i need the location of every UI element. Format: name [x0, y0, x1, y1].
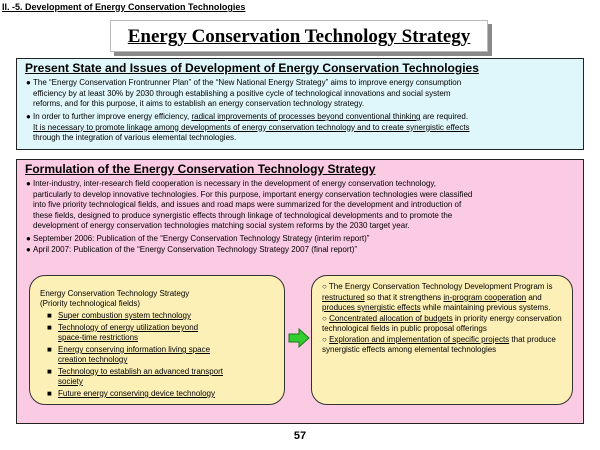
- field-item-5: ■ Future energy conserving device technology: [47, 389, 215, 398]
- text-line: reforms, and for this purpose, it aims to establish an energy conservation technology strategy.: [33, 99, 365, 109]
- text-span: are required.: [420, 112, 469, 121]
- formulation-bullet-3: [26, 245, 581, 256]
- right-arrow-icon: [288, 328, 310, 348]
- strategy-fields-box: [29, 275, 285, 405]
- present-bullet-1: [26, 78, 581, 110]
- text-line: Inter-industry, inter-research field cooperation is necessary in the development of energy conservation technology,: [33, 179, 437, 188]
- program-box: [311, 275, 573, 405]
- present-state-box: [16, 58, 584, 150]
- text-line: particularly to develop innovative technologies. For this purpose, important energy conservation technologies were classified: [33, 189, 473, 199]
- formulation-bullet-1: [26, 179, 581, 232]
- text-span: In order to further improve energy efficiency,: [33, 112, 192, 121]
- page-number: 57: [293, 430, 307, 442]
- section-label: II. -5. Development of Energy Conservation Technologies: [2, 2, 246, 12]
- square-bullet-icon: ■: [47, 323, 52, 332]
- square-bullet-icon: ■: [47, 311, 52, 320]
- program-text: [322, 282, 568, 356]
- square-bullet-icon: ■: [47, 345, 52, 354]
- text-line: these fields, designed to produce synergistic effects through linkage of technological developments and to promote the: [33, 210, 453, 220]
- square-bullet-icon: ■: [47, 367, 52, 376]
- text-line: April 2007: Publication of the “Energy Conservation Technology Strategy 2007 (final report)”: [33, 245, 358, 254]
- text-line: efficiency by at least 30% by 2030 through establishing a positive cycle of technological innovations and social system: [33, 88, 451, 98]
- field-item-2: ■ Technology of energy utilization beyond space-time restrictions: [47, 323, 199, 342]
- strategy-box-subtitle: (Priority technological fields): [40, 299, 141, 308]
- field-item-4: ■ Technology to establish an advanced transport society: [47, 367, 223, 386]
- strategy-box-title: Energy Conservation Technology Strategy: [40, 289, 190, 298]
- underlined-text: It is necessary to promote linkage among developments of energy conservation technology and to create synergistic effects: [33, 122, 470, 132]
- circle-bullet-icon: ○: [322, 282, 327, 291]
- formulation-bullet-2: [26, 234, 581, 245]
- bullet-icon: ●: [26, 179, 31, 188]
- page-title: Energy Conservation Technology Strategy: [127, 26, 471, 47]
- circle-bullet-icon: ○: [322, 334, 327, 344]
- square-bullet-icon: ■: [47, 389, 52, 398]
- field-item-1: ■ Super combustion system technology: [47, 311, 191, 320]
- formulation-box: [16, 159, 584, 424]
- bullet-icon: ●: [26, 78, 31, 87]
- program-point-2: ○ Concentrated allocation of budgets in priority energy conservation technological fields in public proposal offerings: [322, 313, 562, 333]
- formulation-heading: Formulation of the Energy Conservation Technology Strategy: [25, 162, 376, 176]
- present-state-heading: Present State and Issues of Development of Energy Conservation Technologies: [25, 61, 479, 75]
- circle-bullet-icon: ○: [322, 313, 327, 323]
- text-line: development of energy conservation technologies matching social system reforms by the 2030 target year.: [33, 221, 410, 231]
- underlined-text: radical improvements of processes beyond conventional thinking: [191, 112, 421, 121]
- text-line: into five priority technological fields, and issues and road maps were summarized for the development and introduction of: [33, 200, 462, 210]
- program-point-1: ○ The Energy Conservation Technology Development Program is restructured so that it strengthens in-program cooperation and produces synergistic effects while maintaining previous systems.: [322, 282, 553, 312]
- bullet-icon: ●: [26, 234, 31, 243]
- bullet-icon: ●: [26, 112, 31, 121]
- bullet-icon: ●: [26, 245, 31, 254]
- title-box: [110, 20, 488, 52]
- text-line: The “Energy Conservation Frontrunner Plan” of the “New National Energy Strategy” aims to improve energy consumption: [33, 78, 462, 87]
- field-item-3: ■ Energy conserving information living space creation technology: [47, 345, 211, 364]
- text-line: through the integration of various elemental technologies.: [33, 133, 237, 143]
- present-bullet-2: [26, 112, 581, 144]
- text-line: September 2006: Publication of the “Energy Conservation Technology Strategy (interim report)”: [33, 234, 370, 243]
- program-point-3: ○ Exploration and implementation of specific projects that produce synergistic effects among elemental technologies: [322, 334, 556, 354]
